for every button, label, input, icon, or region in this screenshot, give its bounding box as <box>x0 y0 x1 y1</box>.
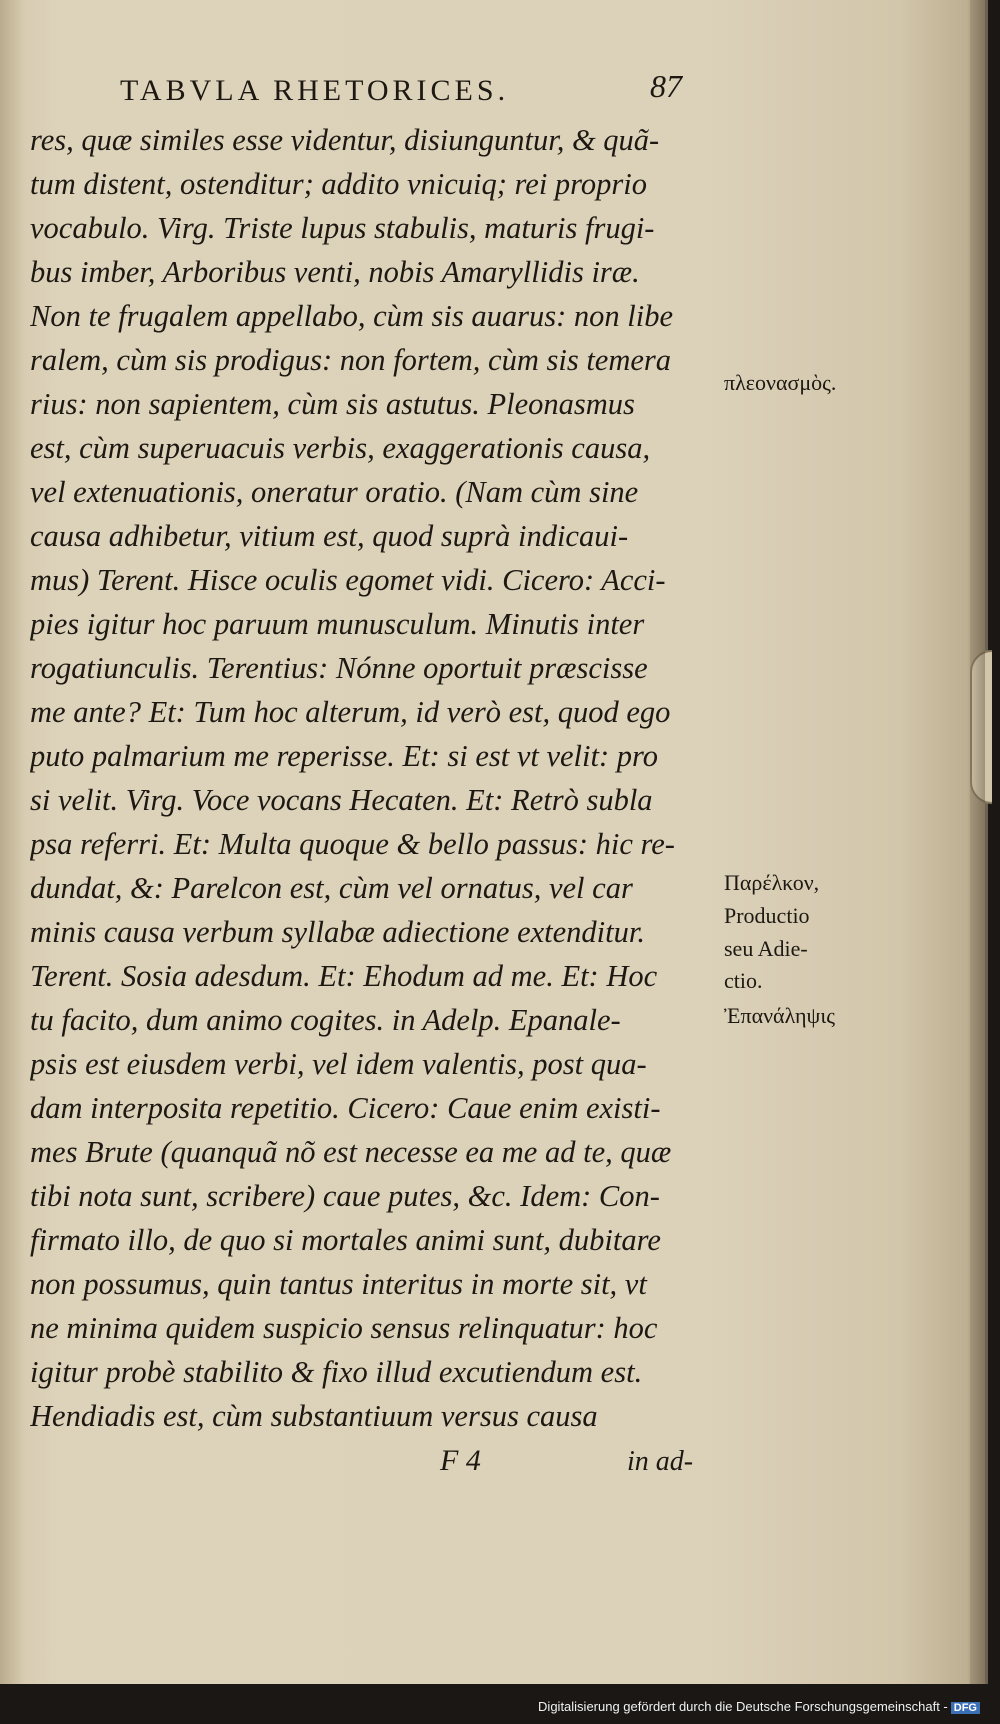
text-line: tu facito, dum animo cogites. in Adelp. Epanale- <box>30 1003 621 1037</box>
margin-note-epanalepsis: Ἐπανάληψις <box>724 1003 835 1028</box>
signature-mark: F 4 <box>440 1444 481 1477</box>
text-line: psa referri. Et: Multa quoque & bello passus: hic re- <box>30 827 675 861</box>
main-text <box>30 118 720 1438</box>
margin-note-ctio: ctio. <box>724 968 763 993</box>
text-line: bus imber, Arboribus venti, nobis Amaryllidis iræ. <box>30 255 640 289</box>
credit-text: Digitalisierung gefördert durch die Deutsche Forschungsgemeinschaft - <box>538 1699 948 1714</box>
text-line: minis causa verbum syllabæ adiectione extenditur. <box>30 915 645 949</box>
text-line: rogatiunculis. Terentius: Nónne oportuit præscisse <box>30 651 648 685</box>
text-line: res, quæ similes esse videntur, disiunguntur, & quã- <box>30 123 660 157</box>
text-line: rius: non sapientem, cùm sis astutus. Pleonasmus <box>30 387 635 421</box>
catchword: in ad- <box>627 1446 694 1477</box>
running-title: TABVLA RHETORICES. <box>120 74 510 107</box>
text-line: igitur probè stabilito & fixo illud excutiendum est. <box>30 1355 643 1389</box>
margin-note-pleonasmos: πλεονασμὸς. <box>724 370 837 395</box>
dfg-logo-icon: DFG <box>951 1702 980 1714</box>
text-line: tum distent, ostenditur; addito vnicuiq; rei proprio <box>30 167 648 201</box>
text-line: dam interposita repetitio. Cicero: Caue enim existi- <box>30 1091 661 1125</box>
text-line: ne minima quidem suspicio sensus relinquatur: hoc <box>30 1311 658 1345</box>
text-line: Non te frugalem appellabo, cùm sis auarus: non libe <box>30 299 674 333</box>
text-line: firmato illo, de quo si mortales animi sunt, dubitare <box>30 1223 661 1257</box>
text-line: psis est eiusdem verbi, vel idem valentis, post qua- <box>30 1047 647 1081</box>
text-line: vel extenuationis, oneratur oratio. (Nam cùm sine <box>30 475 639 509</box>
text-line: causa adhibetur, vitium est, quod suprà indicaui- <box>30 519 629 553</box>
page-edge-strip <box>970 0 985 1684</box>
text-line: vocabulo. Virg. Triste lupus stabulis, maturis frugi- <box>30 211 655 245</box>
page-header <box>120 68 720 114</box>
text-line: tibi nota sunt, scribere) caue putes, &c. Idem: Con- <box>30 1179 660 1213</box>
text-line: Hendiadis est, cùm substantiuum versus causa <box>30 1399 598 1433</box>
page-tab-notch <box>970 650 992 804</box>
margin-note-productio: Productio <box>724 903 810 928</box>
text-line: est, cùm superuacuis verbis, exaggerationis causa, <box>30 431 651 465</box>
text-line: mes Brute (quanquã nõ est necesse ea me ad te, quæ <box>30 1135 672 1169</box>
margin-note-seu-adie: seu Adie- <box>724 936 808 961</box>
text-line: dundat, &: Parelcon est, cùm vel ornatus, vel car <box>30 871 633 905</box>
text-line: pies igitur hoc paruum munusculum. Minutis inter <box>30 607 645 641</box>
text-line: Terent. Sosia adesdum. Et: Ehodum ad me. Et: Hoc <box>30 959 658 993</box>
digitization-credit <box>538 1699 980 1714</box>
text-line: non possumus, quin tantus interitus in morte sit, vt <box>30 1267 647 1301</box>
page-number: 87 <box>650 68 682 104</box>
text-line: si velit. Virg. Voce vocans Hecaten. Et: Retrò subla <box>30 783 653 817</box>
text-line: me ante? Et: Tum hoc alterum, id verò est, quod ego <box>30 695 671 729</box>
margin-note-parelkon: Παρέλκον, <box>724 870 820 895</box>
text-line: ralem, cùm sis prodigus: non fortem, cùm sis temera <box>30 343 672 377</box>
text-line: mus) Terent. Hisce oculis egomet vidi. Cicero: Acci- <box>30 563 666 597</box>
text-line: puto palmarium me reperisse. Et: si est vt velit: pro <box>30 739 658 773</box>
